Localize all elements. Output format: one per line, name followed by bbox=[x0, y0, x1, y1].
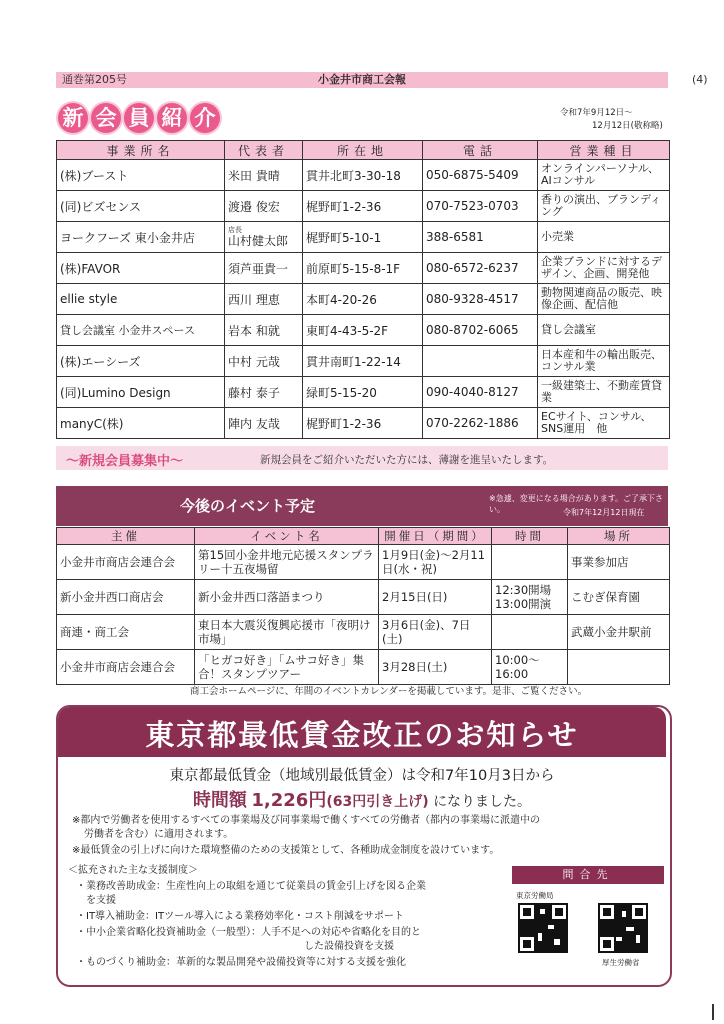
title-char: 新 bbox=[58, 103, 88, 133]
min-wage-title: 東京都最低賃金改正のお知らせ bbox=[145, 718, 579, 752]
member-address: 緑町5-15-20 bbox=[303, 377, 423, 408]
column-header: 場所 bbox=[568, 528, 670, 545]
member-business: 香りの演出、ブランディング bbox=[538, 191, 670, 222]
member-rep: 西川 理恵 bbox=[225, 284, 303, 315]
column-header: 主催 bbox=[57, 528, 195, 545]
member-role: 店長 bbox=[228, 226, 242, 234]
column-header: 営業種目 bbox=[538, 141, 670, 160]
member-phone: 070-7523-0703 bbox=[423, 191, 538, 222]
events-title: 今後のイベント予定 bbox=[180, 497, 316, 515]
contact-heading: 問合先 bbox=[512, 866, 664, 884]
member-rep: 藤村 泰子 bbox=[225, 377, 303, 408]
member-address: 東町4-43-5-2F bbox=[303, 315, 423, 346]
member-name: 貸し会議室 小金井スペース bbox=[57, 315, 225, 346]
support-item: ・中小企業省略化投資補助金（一般型）：人手不足への対応や省略化を目的と bbox=[76, 927, 421, 938]
event-date: 3月6日(金)、7日(土) bbox=[379, 615, 492, 650]
min-wage-title-bar bbox=[58, 707, 666, 757]
member-business: 日本産和牛の輸出販売、コンサル業 bbox=[538, 346, 670, 377]
table-row bbox=[57, 253, 670, 284]
member-phone: 080-6572-6237 bbox=[423, 253, 538, 284]
column-header: 電話 bbox=[423, 141, 538, 160]
member-business: ECサイト、コンサル、SNS運用 他 bbox=[538, 408, 670, 439]
support-item: ・ものづくり補助金：革新的な製品開発や設備投資等に対する支援を強化 bbox=[76, 957, 406, 968]
note-line: 労働者を含む）に適用されます。 bbox=[84, 829, 234, 840]
member-name: manyC(株) bbox=[57, 408, 225, 439]
member-business: 一級建築士、不動産賃貸業 bbox=[538, 377, 670, 408]
event-name: 「ヒガコ好き」「ムサコ好き」集合！スタンプツアー bbox=[195, 650, 379, 685]
note-line: ※最低賃金の引上げに向けた環境整備のための支援策として、各種助成金制度を設けています。 bbox=[72, 845, 500, 856]
member-business: 小売業 bbox=[538, 222, 670, 253]
table-row bbox=[57, 580, 670, 615]
member-rep: 岩本 和就 bbox=[225, 315, 303, 346]
events-table bbox=[56, 527, 670, 685]
event-place: 武蔵小金井駅前 bbox=[568, 615, 670, 650]
support-item: ・業務改善助成金：生産性向上の取組を通じて従業員の賃金引上げを図る企業 bbox=[76, 881, 426, 892]
title-char: 介 bbox=[190, 103, 220, 133]
member-phone: 080-9328-4517 bbox=[423, 284, 538, 315]
page-edge-mark bbox=[712, 1004, 714, 1020]
events-date-note: 令和7年12月12日現在 bbox=[563, 508, 645, 517]
qr-code-icon[interactable] bbox=[598, 903, 648, 953]
member-address: 前原町5-15-8-1F bbox=[303, 253, 423, 284]
event-time: 12:30開場 13:00開演 bbox=[492, 580, 568, 615]
member-address: 梶野町1-2-36 bbox=[303, 408, 423, 439]
qr-label: 厚生労働省 bbox=[602, 958, 640, 967]
column-header: 所在地 bbox=[303, 141, 423, 160]
member-rep: 中村 元哉 bbox=[225, 346, 303, 377]
member-business: 動物関連商品の販売、映像企画、配信他 bbox=[538, 284, 670, 315]
qr-code-icon[interactable] bbox=[518, 903, 568, 953]
newsletter-header bbox=[56, 72, 708, 88]
member-phone: 388-6581 bbox=[423, 222, 538, 253]
member-name: (同)ビズセンス bbox=[57, 191, 225, 222]
column-header: 代表者 bbox=[225, 141, 303, 160]
hourly-label: 時間額 bbox=[192, 790, 247, 811]
min-wage-amount-line bbox=[56, 786, 668, 812]
event-place bbox=[568, 650, 670, 685]
table-header-row bbox=[57, 141, 670, 160]
table-row bbox=[57, 222, 670, 253]
member-name: (株)ブースト bbox=[57, 160, 225, 191]
amount-tail: になりました。 bbox=[433, 794, 532, 810]
event-time bbox=[492, 615, 568, 650]
new-members-table bbox=[56, 140, 670, 439]
support-item: した設備投資を支援 bbox=[304, 941, 394, 952]
issue-number: 通巻第205号 bbox=[62, 73, 127, 86]
support-item: を支援 bbox=[86, 895, 116, 906]
member-business: 企業ブランドに対するデザイン、企画、開発他 bbox=[538, 253, 670, 284]
member-address: 梶野町5-10-1 bbox=[303, 222, 423, 253]
column-header: 開催日（期間） bbox=[379, 528, 492, 545]
qr-label: 東京労働局 bbox=[516, 891, 554, 900]
table-row bbox=[57, 545, 670, 580]
event-name: 第15回小金井地元応援スタンプラリー十五夜場留 bbox=[195, 545, 379, 580]
table-row bbox=[57, 408, 670, 439]
events-title-bar bbox=[56, 486, 668, 526]
event-name: 新小金井西口落語まつり bbox=[195, 580, 379, 615]
recruit-text: 新規会員をご紹介いただいた方には、薄謝を進呈いたします。 bbox=[260, 454, 554, 466]
member-phone: 080-8702-6065 bbox=[423, 315, 538, 346]
member-address: 梶野町1-2-36 bbox=[303, 191, 423, 222]
table-row bbox=[57, 650, 670, 685]
column-header: 事業所名 bbox=[57, 141, 225, 160]
member-rep: 渡邉 俊宏 bbox=[225, 191, 303, 222]
note-line: ※都内で労働者を使用するすべての事業場及び同事業場で働くすべての労働者（都内の事業場に派遣中の bbox=[72, 815, 540, 826]
table-row bbox=[57, 315, 670, 346]
event-time: 10:00～ 16:00 bbox=[492, 650, 568, 685]
period-note bbox=[560, 107, 670, 133]
member-rep-cell bbox=[225, 222, 303, 253]
member-name: ellie style bbox=[57, 284, 225, 315]
member-phone bbox=[423, 346, 538, 377]
event-host: 小金井市商店会連合会 bbox=[57, 650, 195, 685]
wage-amount: 1,226円 bbox=[251, 790, 327, 811]
member-rep: 須芦亜貴一 bbox=[225, 253, 303, 284]
member-name: ヨークフーズ 東小金井店 bbox=[57, 222, 225, 253]
wage-raise: (63円引き上げ) bbox=[326, 794, 429, 810]
table-row bbox=[57, 377, 670, 408]
member-rep: 山村健太郎 bbox=[228, 234, 289, 248]
table-row bbox=[57, 284, 670, 315]
table-row bbox=[57, 346, 670, 377]
member-address: 本町4-20-26 bbox=[303, 284, 423, 315]
support-heading: ＜拡充された主な支援制度＞ bbox=[68, 865, 198, 876]
recruit-banner bbox=[56, 446, 668, 470]
contact-block bbox=[512, 866, 664, 974]
period-line: 12月12日(敬称略) bbox=[592, 121, 663, 131]
event-date: 1月9日(金)～2月11日(水・祝) bbox=[379, 545, 492, 580]
support-item: ・IT導入補助金：ITツール導入による業務効率化・コスト削減をサポート bbox=[76, 911, 404, 922]
member-business: 貸し会議室 bbox=[538, 315, 670, 346]
table-row bbox=[57, 160, 670, 191]
events-note: ※急遽、変更になる場合があります。ご了承下さい。 bbox=[489, 494, 664, 514]
event-date: 2月15日(日) bbox=[379, 580, 492, 615]
member-rep: 米田 貴晴 bbox=[225, 160, 303, 191]
column-header: 時間 bbox=[492, 528, 568, 545]
member-business: オンラインパーソナル、AIコンサル bbox=[538, 160, 670, 191]
member-rep: 陣内 友哉 bbox=[225, 408, 303, 439]
event-host: 小金井市商店会連合会 bbox=[57, 545, 195, 580]
event-name: 東日本大震災復興応援市「夜明け市場」 bbox=[195, 615, 379, 650]
events-footnote: 商工会ホームページに、年間のイベントカレンダーを掲載しています。是非、ご覧ください。 bbox=[190, 686, 588, 697]
event-time bbox=[492, 545, 568, 580]
event-date: 3月28日(土) bbox=[379, 650, 492, 685]
member-name: (株)エーシーズ bbox=[57, 346, 225, 377]
event-place: 事業参加店 bbox=[568, 545, 670, 580]
member-address: 貫井南町1-22-14 bbox=[303, 346, 423, 377]
table-row bbox=[57, 191, 670, 222]
member-name: (株)FAVOR bbox=[57, 253, 225, 284]
member-name: (同)Lumino Design bbox=[57, 377, 225, 408]
event-place: こむぎ保育園 bbox=[568, 580, 670, 615]
min-wage-intro: 東京都最低賃金（地域別最低賃金）は令和7年10月3日から bbox=[169, 768, 555, 784]
column-header: イベント名 bbox=[195, 528, 379, 545]
table-row bbox=[57, 615, 670, 650]
table-header-row bbox=[57, 528, 670, 545]
event-host: 商連・商工会 bbox=[57, 615, 195, 650]
event-host: 新小金井西口商店会 bbox=[57, 580, 195, 615]
new-members-title bbox=[58, 103, 223, 135]
member-phone: 090-4040-8127 bbox=[423, 377, 538, 408]
page-number: (4) bbox=[692, 73, 708, 86]
member-phone: 050-6875-5409 bbox=[423, 160, 538, 191]
newsletter-title: 小金井市商工会報 bbox=[318, 73, 406, 86]
title-char: 紹 bbox=[157, 103, 187, 133]
recruit-title: ～新規会員募集中～ bbox=[66, 454, 184, 469]
member-phone: 070-2262-1886 bbox=[423, 408, 538, 439]
title-char: 員 bbox=[124, 103, 154, 133]
title-char: 会 bbox=[91, 103, 121, 133]
period-line: 令和7年9月12日～ bbox=[560, 108, 633, 118]
member-address: 貫井北町3-30-18 bbox=[303, 160, 423, 191]
